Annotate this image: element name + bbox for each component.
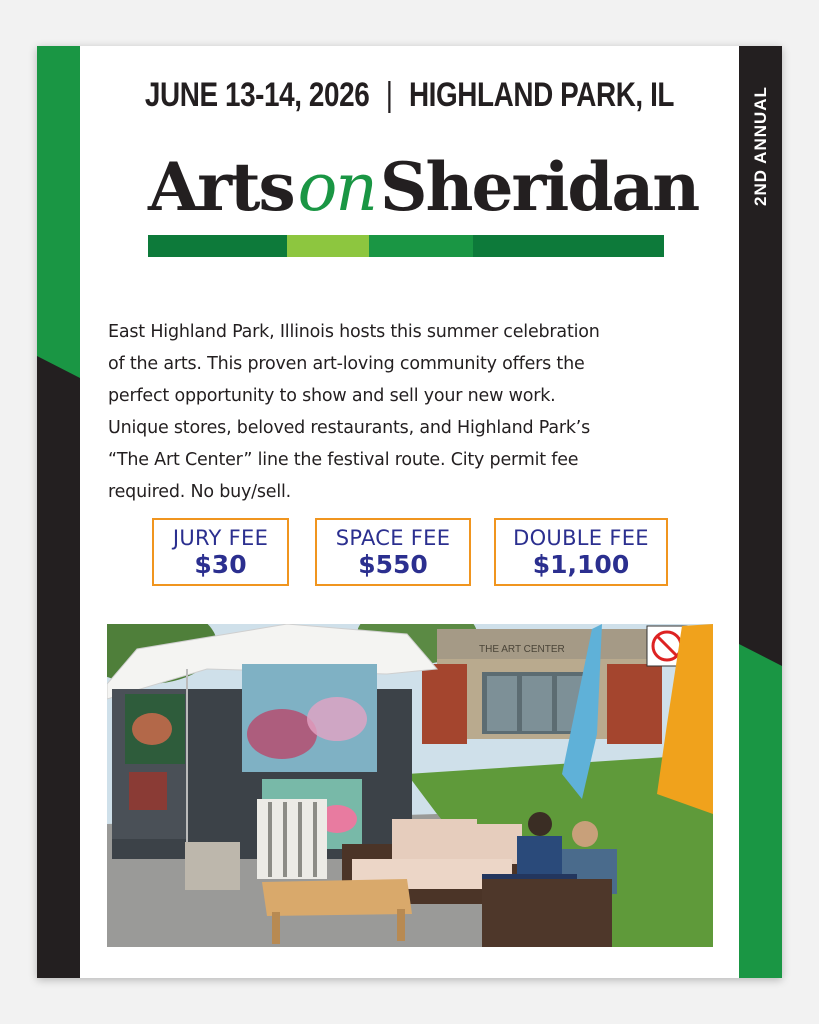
fee-amount: $1,100 [532, 550, 630, 579]
annual-side-label [739, 46, 782, 246]
event-description [108, 316, 708, 508]
event-dateline [139, 76, 679, 115]
logo-word-arts: Arts [148, 148, 294, 226]
event-logo [148, 148, 699, 226]
festival-scene-illustration [107, 624, 713, 947]
logo-stripe-4 [473, 235, 664, 257]
description-line: required. No buy/sell. [108, 482, 292, 502]
event-dates: JUNE 13-14, 2026 [144, 76, 370, 114]
space-fee-box [315, 518, 471, 586]
logo-stripe-3 [369, 235, 473, 257]
left-accent-bar [37, 46, 80, 978]
double-fee-box [494, 518, 668, 586]
description-line: “The Art Center” line the festival route. City permit fee [108, 450, 579, 470]
description-line: East Highland Park, Illinois hosts this summer celebration [108, 322, 600, 342]
fee-label: DOUBLE FEE [513, 526, 649, 550]
annual-label-text: 2ND ANNUAL [750, 86, 770, 206]
description-line: of the arts. This proven art-loving community offers the [108, 354, 585, 374]
description-line: perfect opportunity to show and sell your new work. [108, 386, 556, 406]
logo-word-sheridan: Sheridan [379, 148, 699, 226]
fee-amount: $550 [358, 550, 428, 579]
festival-photo [107, 624, 713, 947]
dateline-separator: | [385, 76, 393, 114]
logo-word-on: on [297, 149, 376, 226]
fee-label: JURY FEE [172, 526, 269, 550]
fee-label: SPACE FEE [335, 526, 451, 550]
building-sign: THE ART CENTER [479, 644, 565, 655]
logo-stripe-2 [287, 235, 369, 257]
jury-fee-box [152, 518, 289, 586]
flyer-card [37, 46, 782, 978]
description-line: Unique stores, beloved restaurants, and Highland Park’s [108, 418, 591, 438]
event-location: HIGHLAND PARK, IL [408, 76, 675, 114]
logo-stripe-bar [148, 235, 664, 257]
logo-stripe-1 [148, 235, 287, 257]
fee-amount: $30 [194, 550, 247, 579]
